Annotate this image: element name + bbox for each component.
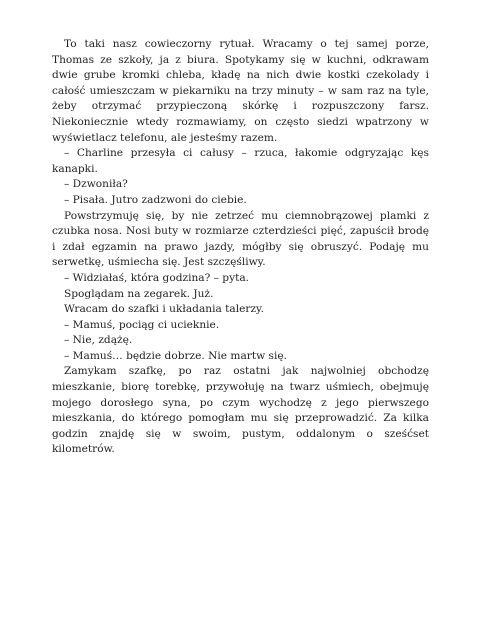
dialogue-line: Wracam do szafki i układania talerzy. xyxy=(64,303,264,316)
paragraph: To taki nasz cowieczorny rytuał. Wracamy o tej samej porze, Thomas ze szkoły, ja z biura. Spotykamy się w kuchni, odkrawam dwie grube kromki chleba, kładę na nich dwie kostki czekolady i całość umieszczam w piekarniku na trzy minuty – w sam raz na tyle, żeby otrzymać przypieczoną skórkę i rozpuszczony farsz. Niekoniecznie wtedy rozmawiamy, on często siedzi wpatrzony w wyświetlacz telefonu, ale jesteśmy razem. xyxy=(52,38,429,144)
paragraph: – Charline przesyła ci całusy – rzuca, łakomie odgryzając kęs kanapki. xyxy=(52,147,429,175)
dialogue-line: – Dzwoniła? xyxy=(64,178,128,191)
body-text xyxy=(52,37,429,458)
paragraph: Zamykam szafkę, po raz ostatni jak najwolniej obchodzę mieszkanie, biorę torebkę, przywołuję na twarz uśmiech, obejmuję mojego dorosłego syna, po czym wychodzę z jego pierwszego mieszkania, do którego pomogłam mu się przeprowadzić. Za kilka godzin znajdę się w swoim, pustym, oddalonym o sześćset kilometrów. xyxy=(52,365,429,456)
dialogue-line: – Pisała. Jutro zadzwoni do ciebie. xyxy=(64,193,247,206)
dialogue-line: – Mamuś, pociąg ci ucieknie. xyxy=(64,318,220,331)
paragraph: Powstrzymuję się, by nie zetrzeć mu ciemnobrązowej plamki z czubka nosa. Nosi buty w rozmiarze czterdzieści pięć, zapuścił brodę i zdał egzamin na prawo jazdy, mógłby się obruszyć. Podaję mu serwetkę, uśmiecha się. Jest szczęśliwy. xyxy=(52,209,429,269)
dialogue-line: – Nie, zdążę. xyxy=(64,334,133,347)
dialogue-line: Spoglądam na zegarek. Już. xyxy=(64,287,214,300)
dialogue-line: – Mamuś… będzie dobrze. Nie martw się. xyxy=(64,349,287,362)
dialogue-line: – Widziałaś, która godzina? – pyta. xyxy=(64,271,250,284)
